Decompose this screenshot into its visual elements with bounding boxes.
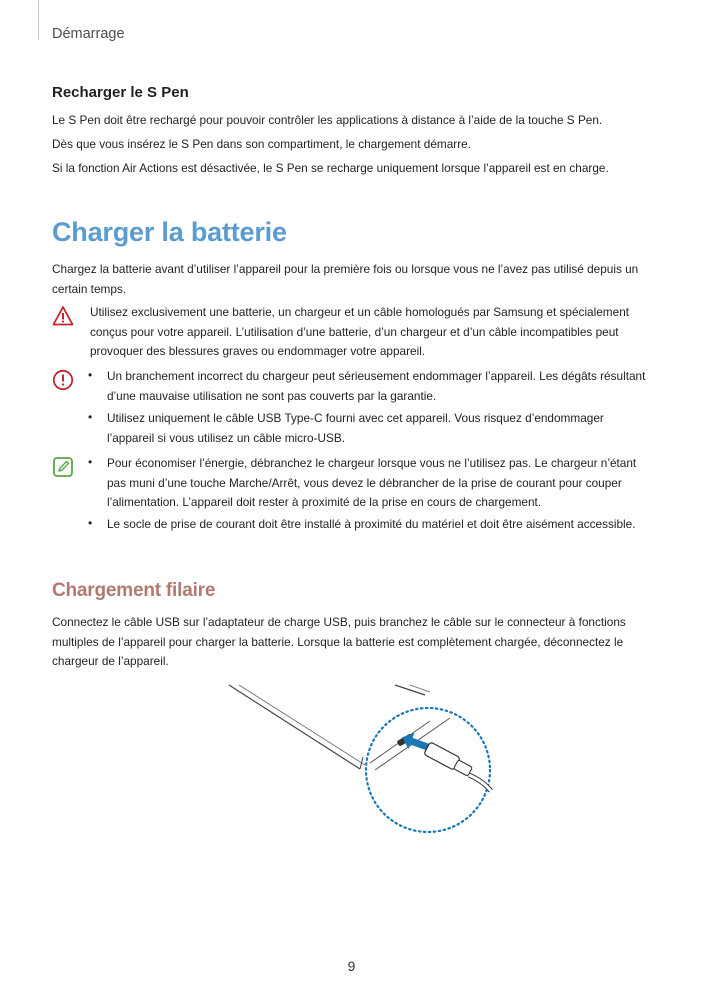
spen-heading: Recharger le S Pen	[52, 84, 189, 101]
section-header: Démarrage	[52, 26, 125, 42]
battery-intro: Chargez la batterie avant d’utiliser l’appareil pour la première fois ou lorsque vous ne l’avez pas utilisé depuis un certain temps.	[52, 262, 639, 296]
spen-line-3: Si la fonction Air Actions est désactivée, le S Pen se recharge uniquement lorsque l’appareil est en charge.	[52, 161, 609, 175]
spen-line-1: Le S Pen doit être rechargé pour pouvoir contrôler les applications à distance à l’aide de la touche S Pen.	[52, 113, 603, 127]
header-divider	[38, 0, 39, 40]
spen-line-2: Dès que vous insérez le S Pen dans son compartiment, le chargement démarre.	[52, 137, 472, 151]
warning-text: Utilisez exclusivement une batterie, un chargeur et un câble homologués par Samsung et spécialement conçus pour votre appareil. L’utilisation d’une batterie, d’un chargeur et d’un câble incompatibles peut provoquer des blessures graves ou endommager votre appareil.	[90, 305, 630, 358]
wired-charging-text: Connectez le câble USB sur l’adaptateur de charge USB, puis branchez le câble sur le connecteur à fonctions multiples de l’appareil pour charger la batterie. Lorsque la batterie est complètement chargée, déconnectez le chargeur de l’appareil.	[52, 615, 626, 668]
charging-illustration	[225, 683, 495, 833]
caution-bullet-2: Utilisez uniquement le câble USB Type-C fourni avec cet appareil. Vous risquez d’endommager l’appareil si vous utilisez un câble micro-USB.	[107, 411, 604, 445]
warning-icon	[52, 305, 74, 327]
note-bullet-1: Pour économiser l’énergie, débranchez le chargeur lorsque vous ne l’utilisez pas. Le chargeur n’étant pas muni d’une touche Marche/Arrêt, vous devez le débrancher de la prise de courant pour couper l’alimentation. L’appareil doit rester à proximité de la prise en cours de chargement.	[107, 456, 637, 509]
page-number: 9	[347, 958, 356, 974]
note-pencil-icon	[52, 456, 74, 478]
note-bullet-2-marker: •	[88, 516, 93, 530]
battery-heading: Charger la batterie	[52, 217, 287, 247]
caution-bullet-1: Un branchement incorrect du chargeur peut sérieusement endommager l’appareil. Les dégâts résultant d’une mauvaise utilisation ne sont pas couverts par la garantie.	[107, 369, 646, 403]
caution-bullet-1-marker: •	[88, 368, 93, 382]
wired-charging-heading: Chargement filaire	[52, 580, 216, 601]
note-bullet-2: Le socle de prise de courant doit être installé à proximité du matériel et doit être aisément accessible.	[107, 517, 636, 531]
caution-bullet-2-marker: •	[88, 410, 93, 424]
caution-icon	[52, 369, 74, 391]
note-bullet-1-marker: •	[88, 455, 93, 469]
